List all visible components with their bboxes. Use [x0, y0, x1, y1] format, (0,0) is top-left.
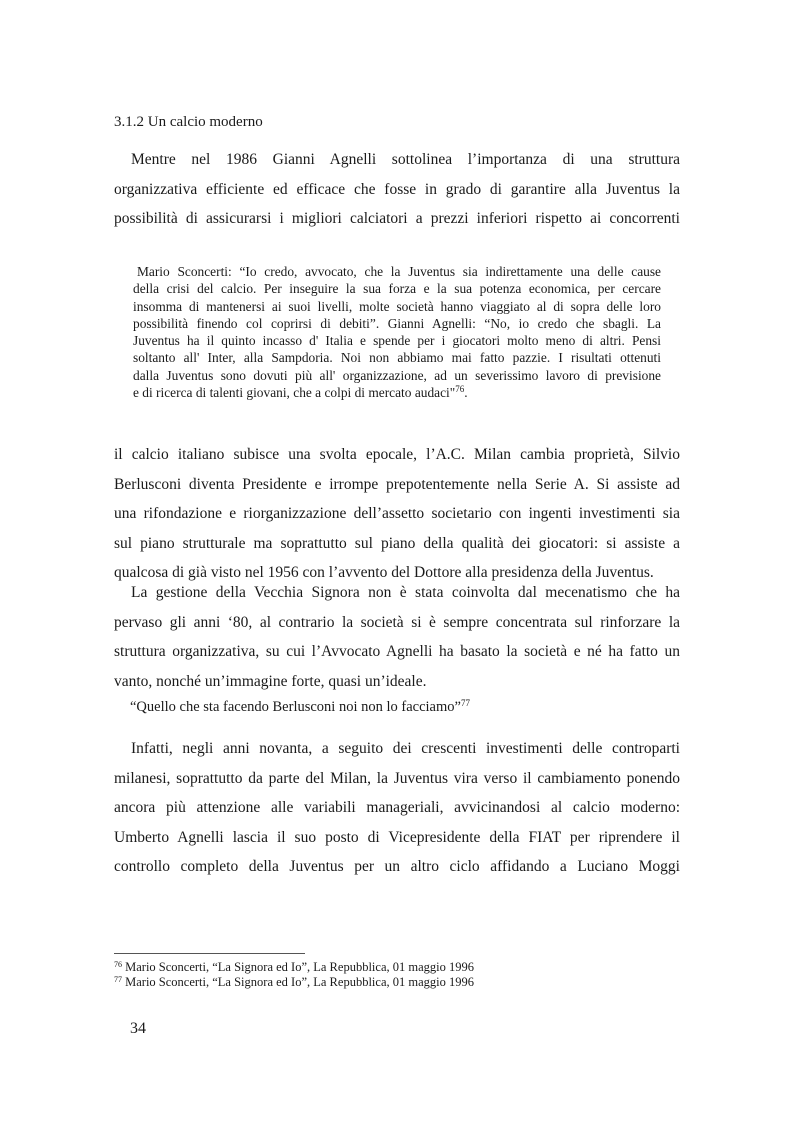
- paragraph-3-line: La gestione della Vecchia Signora non è stata coinvolta dal mecenatismo che ha: [131, 584, 680, 601]
- paragraph-4-line: ancora più attenzione alle variabili manageriali, avvicinandosi al calcio moderno:: [114, 799, 680, 816]
- footnote-number: 77: [114, 975, 122, 984]
- block-quote-line: Mario Sconcerti: “Io credo, avvocato, che la Juventus sia indirettamente una delle cause: [137, 264, 661, 279]
- footnote-76: [114, 960, 474, 975]
- block-quote-trailing: .: [464, 385, 468, 401]
- footnote-text: Mario Sconcerti, “La Signora ed Io”, La Repubblica, 01 maggio 1996: [125, 960, 474, 974]
- paragraph-1: [114, 145, 680, 234]
- paragraph-1-line: possibilità di assicurarsi i migliori calciatori a prezzi inferiori rispetto ai concorrenti: [114, 210, 680, 227]
- paragraph-1-line: Mentre nel 1986 Gianni Agnelli sottolinea l’importanza di una struttura: [131, 151, 680, 168]
- footnote-text: Mario Sconcerti, “La Signora ed Io”, La Repubblica, 01 maggio 1996: [125, 975, 474, 989]
- block-quote-last-line: [133, 384, 661, 401]
- paragraph-4-line: Umberto Agnelli lascia il suo posto di Vicepresidente della FIAT per riprendere il: [114, 828, 680, 846]
- paragraph-3-line: struttura organizzativa, su cui l’Avvocato Agnelli ha basato la società e né ha fatto un: [114, 643, 680, 660]
- paragraph-4: [114, 734, 680, 882]
- footnote-divider: [114, 953, 305, 954]
- block-quote-line: dalla Juventus sono dovuti più all' organizzazione, ad un severissimo lavoro di previsione: [133, 367, 661, 383]
- block-quote-line: della crisi del calcio. Per inseguire la sua forza e la sua potenza economica, per cercare: [133, 281, 661, 297]
- paragraph-3-line: vanto, nonché un’immagine forte, quasi un’ideale.: [114, 672, 427, 690]
- paragraph-2-line: una rifondazione e riorganizzazione dell’assetto societario con ingenti investimenti sia: [114, 505, 680, 522]
- page-number: 34: [130, 1020, 146, 1037]
- paragraph-1-line: organizzativa efficiente ed efficace che fosse in grado di garantire alla Juventus la: [114, 180, 680, 198]
- short-quote: [130, 699, 470, 716]
- paragraph-4-line: Infatti, negli anni novanta, a seguito dei crescenti investimenti delle controparti: [131, 740, 680, 757]
- block-quote-line: possibilità finendo col coprirsi di debiti”. Gianni Agnelli: “No, io credo che sbagli. La: [133, 315, 661, 331]
- paragraph-4-line: milanesi, soprattutto da parte del Milan, la Juventus vira verso il cambiamento ponendo: [114, 769, 680, 787]
- footnotes: [114, 960, 474, 990]
- footnote-ref-77[interactable]: 77: [460, 698, 470, 708]
- paragraph-3: [114, 578, 680, 696]
- footnote-77: [114, 975, 474, 990]
- footnote-ref-76[interactable]: 76: [455, 384, 465, 395]
- paragraph-4-line: controllo completo della Juventus per un altro ciclo affidando a Luciano Moggi: [114, 858, 680, 875]
- block-quote-line: e di ricerca di talenti giovani, che a colpi di mercato audaci": [133, 385, 456, 401]
- paragraph-2-line: sul piano strutturale ma soprattutto sul piano della qualità dei giocatori: si assiste a: [114, 534, 680, 552]
- short-quote-text: “Quello che sta facendo Berlusconi noi non lo facciamo”: [130, 699, 461, 715]
- block-quote-line: insomma di mantenersi ai suoi livelli, molte società hanno viaggiato al di sopra delle loro: [133, 298, 661, 314]
- block-quote: [133, 263, 661, 401]
- paragraph-2-line: Berlusconi diventa Presidente e irrompe prepotentemente nella Serie A. Si assiste ad: [114, 475, 680, 493]
- paragraph-2: [114, 440, 680, 588]
- block-quote-line: Juventus ha il quinto incasso d' Italia e spende per i giocatori molto meno di altri. Pensi: [133, 333, 661, 349]
- paragraph-3-line: pervaso gli anni ‘80, al contrario la società si è sempre concentrata sul rinforzare la: [114, 613, 680, 631]
- section-heading: 3.1.2 Un calcio moderno: [114, 114, 263, 130]
- footnote-number: 76: [114, 960, 122, 969]
- paragraph-2-line: qualcosa di già visto nel 1956 con l’avvento del Dottore alla presidenza della Juventus.: [114, 564, 654, 581]
- block-quote-line: soltanto all' Inter, alla Sampdoria. Noi non abbiamo mai fatto pazzie. I risultati ottenuti: [133, 350, 661, 366]
- paragraph-2-line: il calcio italiano subisce una svolta epocale, l’A.C. Milan cambia proprietà, Silvio: [114, 446, 680, 463]
